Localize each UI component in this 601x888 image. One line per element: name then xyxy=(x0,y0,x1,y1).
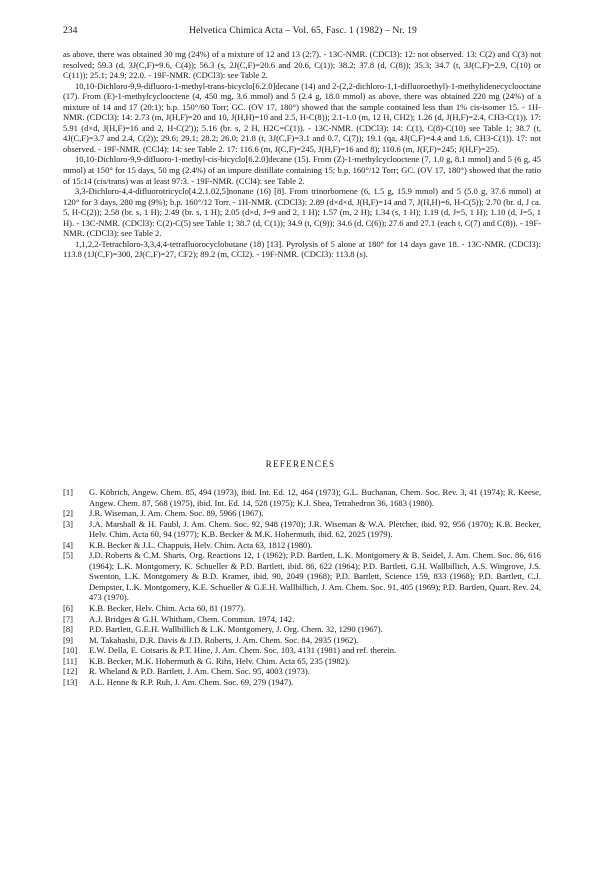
running-title: Helvetica Chimica Acta – Vol. 65, Fasc. 1 (1982) – Nr. 19 xyxy=(189,25,417,36)
reference-text: P.D. Bartlett, G.E.H. Wallbillich & L.K. Montgomery, J. Org. Chem. 32, 1290 (1967). xyxy=(89,624,383,635)
reference-item xyxy=(63,614,541,625)
reference-item xyxy=(63,487,541,508)
reference-text: K.B. Becker & J.L. Chappuis, Helv. Chim. Acta 63, 1812 (1980). xyxy=(89,539,313,550)
reference-item xyxy=(63,677,541,688)
reference-number: [10] xyxy=(63,645,78,656)
paragraph-12-13-nmr: as above, there was obtained 30 mg (24%) of a mixture of 12 and 13 (2:7). - 13C-NMR. (CDCl3): 12: not observed. 13: C(2) and C(3) not resolved; 59.3 (d, 3J(C,F)=9.6, C(4)); 56.3 (s, 2J(C,F)=20.6 and 20.6, C(1)); 38.2; 37.8 (d, C(8)); 35.3; 34.7 (t, 3J(C,F)=2.9, C(10) or C(11)); 25.1; 24.9; 22.0. - 19F-NMR. (CDCl3): see Table 2. xyxy=(63,49,541,81)
reference-text: J.A. Marshall & H. Faubl, J. Am. Chem. Soc. 92, 948 (1970); J.R. Wiseman & W.A. Pletcher, ibid. 92, 956 (1970); K.B. Becker, Helv. Chim. Acta 60, 94 (1977); K.B. Becker & M.K. Hohermuth, ibid. 62, 2025 (1979). xyxy=(89,518,541,540)
reference-text: M. Takahashi, D.R. Davis & J.D. Roberts, J. Am. Chem. Soc. 84, 2935 (1962). xyxy=(89,634,359,645)
paragraph-compound-18: 1,1,2,2-Tetrachloro-3,3,4,4-tetrafluorocyclobutane (18) [13]. Pyrolysis of 5 alone at 180° for 14 days gave 18. - 13C-NMR. (CDCl3): 113.8 (1J(C,F)=300, 2J(C,F)=27, CF2); 89.2 (m, CCl2). - 19F-NMR. (CDCl3): 113.8 (s). xyxy=(63,238,541,260)
reference-text: J.D. Roberts & C.M. Sharts, Org. Reactions 12, 1 (1962); P.D. Bartlett, L.K. Montgomery & B. Seidel, J. Am. Chem. Soc. 86, 616 (1964); L.K. Montgomery, K. Schueller & P.D. Bartlett, ibid. 86, 622 (1964); P.D. Bartlett, G.H. Wallbillich, A.S. Wingrove, J.S. Swenton, L.K. Montgomery & B.D. Kramer, ibid. 90, 2049 (1968); P.D. Bartlett, Science 159, 833 (1968); P.D. Bartlett, C.J. Dempster, L.K. Montgomery, K.E. Schueller & G.E.H. Wallbillich, J. Am. Chem. Soc. 91, 405 (1969); P.D. Bartlett, Quart. Rev. 24, 473 (1970). xyxy=(89,550,541,603)
reference-number: [7] xyxy=(63,613,73,624)
page-number: 234 xyxy=(63,25,78,36)
reference-number: [12] xyxy=(63,666,78,677)
reference-item xyxy=(63,508,541,519)
reference-text: R. Wheland & P.D. Bartlett, J. Am. Chem. Soc. 95, 4003 (1973). xyxy=(89,666,310,677)
reference-text: A.J. Bridges & G.H. Whitham, Chem. Commun. 1974, 142. xyxy=(89,613,295,624)
reference-item xyxy=(63,519,541,540)
reference-number: [5] xyxy=(63,550,73,561)
reference-item xyxy=(63,666,541,677)
reference-item xyxy=(63,645,541,656)
reference-item xyxy=(63,550,541,603)
reference-number: [2] xyxy=(63,508,73,519)
reference-item xyxy=(63,624,541,635)
reference-text: A.L. Henne & R.P. Ruh, J. Am. Chem. Soc. 69, 279 (1947). xyxy=(89,676,294,687)
reference-number: [9] xyxy=(63,634,73,645)
reference-number: [13] xyxy=(63,676,78,687)
reference-text: G. Köbrich, Angew. Chem. 85, 494 (1973), ibid. Int. Ed. 12, 464 (1973); G.L. Buchanan, Chem. Soc. Rev. 3, 41 (1974); R. Keese, Angew. Chem. 87, 568 (1975), ibid. Int. Ed. 14, 528 (1975); K.J. Shea, Tetrahedron 36, 1683 (1980). xyxy=(89,487,541,508)
reference-item xyxy=(63,540,541,551)
reference-text: E.W. Della, E. Cotsaris & P.T. Hine, J. Am. Chem. Soc. 103, 4131 (1981) and ref. therein. xyxy=(89,645,397,656)
reference-item xyxy=(63,656,541,667)
references-list xyxy=(63,487,541,687)
reference-number: [11] xyxy=(63,655,77,666)
reference-text: K.B. Becker, Helv. Chim. Acta 60, 81 (1977). xyxy=(89,603,246,614)
reference-text: J.R. Wiseman, J. Am. Chem. Soc. 89, 5966 (1967). xyxy=(89,508,264,519)
paragraph-compound-15: 10,10-Dichloro-9,9-difluoro-1-methyl-cis-bicyclo[6.2.0]decane (15). From (Z)-1-methylcyclooctene (7, 1.0 g, 8.1 mmol) and 5 (6 g, 45 mmol) at 150° for 15 days, 50 mg (2.4%) of an impure distillate containing 15; b.p. 160°/12 Torr; GC. (OV 17, 180°) showed that the ratio of 15:14 (cis/trans) was at least 97:3. - 19F-NMR. (CCl4): see Table 2. xyxy=(63,154,541,186)
references-heading: REFERENCES xyxy=(265,459,336,469)
reference-item xyxy=(63,635,541,646)
reference-number: [4] xyxy=(63,539,73,550)
reference-number: [1] xyxy=(63,487,73,497)
experimental-section xyxy=(63,49,541,260)
reference-item xyxy=(63,603,541,614)
reference-number: [8] xyxy=(63,624,73,635)
running-header xyxy=(63,24,543,38)
paragraph-compound-16: 3,3-Dichloro-4,4-difluorotricyclo[4.2.1.02,5]nonane (16) [8]. From trinorbornene (6, 1.5 g, 15.9 mmol) and 5 (5.0 g, 37.6 mmol) at 120° for 3 days, 280 mg (9%); b.p. 160°/12 Torr. - 1H-NMR. (CDCl3): 2.89 (d×d×d, J(H,F)=14 and 7, J(H,H)=6, H-C(5)); 2.70 (br. d, J ca. 5, H-C(2)); 2.58 (br. s, 1 H); 2.49 (br. s, 1 H); 2.05 (d×d, J=9 and 2, 1 H); 1.57 (m, 2 H); 1.34 (s, 1 H); 1.19 (d, J=5, 1 H); 1.10 (d, J=5, 1 H). - 13C-NMR. (CDCl3): C(2)-C(5) see Table 1; 38.7 (d, C(1)); 34.9 (t, C(9)); 34.6 (d, C(6)); 27.6 and 27.1 (each t, C(7) and C(8)). - 19F-NMR. (CDCl3): see Table 2. xyxy=(63,186,541,239)
paragraph-compound-14-17: 10,10-Dichloro-9,9-difluoro-1-methyl-trans-bicyclo[6.2.0]decane (14) and 2-(2,2-dichloro-1,1-difluoroethyl)-1-methylidenecyclooctane (17). From (E)-1-methylcyclooctene (4, 450 mg, 3.6 mmol) and 5 (2.4 g, 18.0 mmol) as above, there was obtained 220 mg (24%) of a mixture of 14 and 17 (20:1); b.p. 150°/60 Torr; GC. (OV 17, 180°) showed that the sample contained less than 1% cis-isomer 15. - 1H-NMR. (CDCl3): 14: 2.73 (m, J(H,F)=20 and 10, J(H,H)=10 and 2.5, H-C(8)); 2.1-1.0 (m, 12 H, CH2); 1.26 (d, J(H,F)=2.4, CH3-C(1)). 17: 5.91 (d×d, J(H,F)=16 and 2, H-C(2')); 5.16 (br. s, 2 H, H2C=C(1)). - 13C-NMR. (CDCl3): 14: C(1), C(8)-C(10) see Table 1; 38.7 (t, 4J(C,F)=3.7 and 2.4, C(2)); 29.6; 29.1; 28.2; 26.0; 21.8 (t, 3J(C,F)=3.1 and 0.7, C(7)); 19.1 (qa, 4J(C,F)=4.4 and 1.6, CH3-C(1)). 17: not observed. - 19F-NMR. (CCl4): 14: see Table 2. 17: 116.6 (m, J(C,F)=245, J(H,F)=16 and 8); 110.6 (m, J(F,F)=245; J(H,F)=25). xyxy=(63,80,541,154)
reference-number: [3] xyxy=(63,518,73,529)
reference-text: K.B. Becker, M.K. Hohermuth & G. Rihs, Helv. Chim. Acta 65, 235 (1982). xyxy=(89,655,350,666)
reference-number: [6] xyxy=(63,603,73,614)
